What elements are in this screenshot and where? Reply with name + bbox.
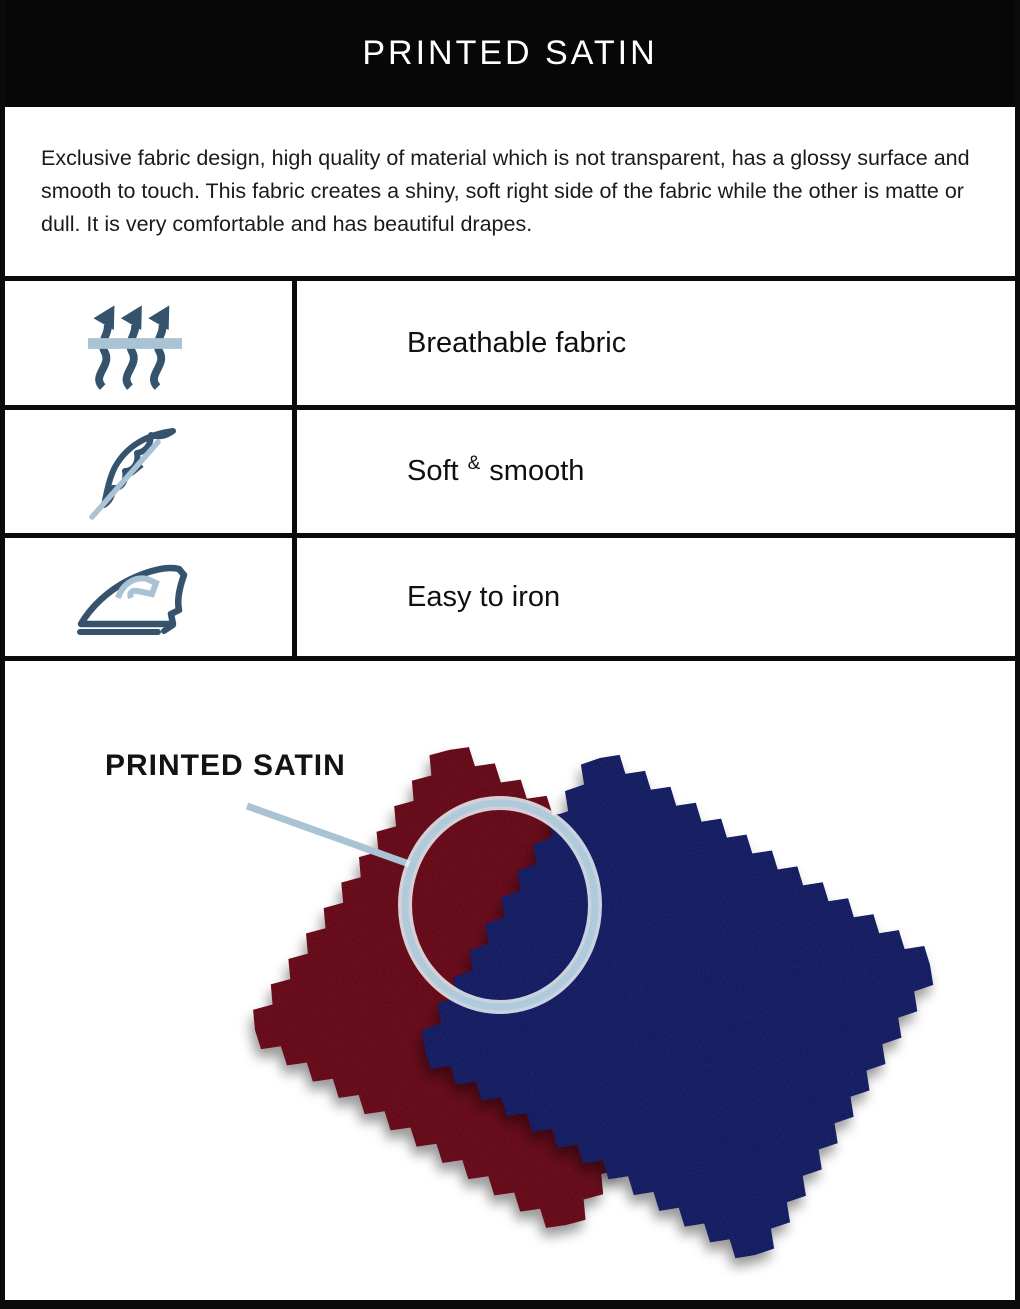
page-title: PRINTED SATIN bbox=[362, 34, 658, 72]
ampersand: & bbox=[467, 452, 481, 474]
feature-row-iron bbox=[5, 538, 1015, 661]
feature-row-soft bbox=[5, 410, 1015, 538]
feature-label: Easy to iron bbox=[407, 580, 561, 613]
icon-cell bbox=[5, 538, 297, 656]
icon-cell bbox=[5, 281, 297, 405]
feather-icon bbox=[85, 421, 185, 523]
description-box bbox=[5, 107, 1015, 281]
bottom-strip bbox=[0, 1300, 1020, 1309]
header-bar bbox=[0, 0, 1020, 107]
iron-icon bbox=[75, 551, 195, 643]
feature-label bbox=[297, 410, 1015, 533]
description-text: Exclusive fabric design, high quality of material which is not transparent, has a glossy surface and smooth to touch. This fabric creates a shiny, soft right side of the fabric while the other is matte or dull. It is very comfortable and has beautiful drapes. bbox=[41, 146, 970, 236]
swatch-area bbox=[5, 661, 1015, 1300]
feature-label-prefix: Soft bbox=[407, 455, 459, 487]
feature-label-suffix: smooth bbox=[489, 455, 585, 487]
feature-label: Breathable fabric bbox=[407, 326, 627, 359]
feature-row-breathable bbox=[5, 281, 1015, 410]
breathability-icon bbox=[88, 295, 182, 391]
swatch-label: PRINTED SATIN bbox=[105, 749, 346, 782]
icon-cell bbox=[5, 410, 297, 533]
